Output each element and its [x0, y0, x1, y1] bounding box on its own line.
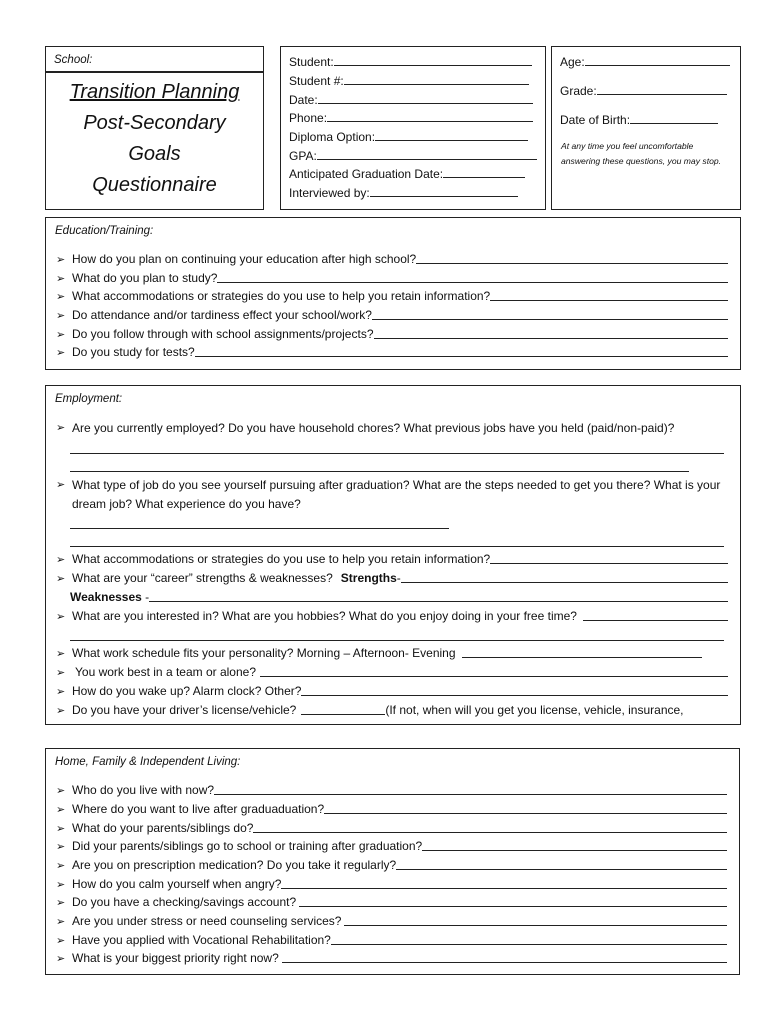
employment-question-1 — [56, 419, 724, 438]
student-number-label: Student #: — [289, 74, 344, 88]
student-number-field[interactable] — [289, 73, 529, 88]
uncomfortable-note: At any time you feel uncomfortable answering these questions, you may stop. — [561, 141, 722, 166]
home-title: Home, Family & Independent Living: — [55, 756, 241, 768]
question-text: What type of job do you see yourself pursuing after graduation? What are the steps needed to get you there? What is your dream job? What experience do you have? — [72, 478, 721, 511]
employment-question-5[interactable] — [56, 609, 728, 623]
date-field[interactable] — [289, 92, 533, 107]
question-text: Do you have a checking/savings account? — [72, 895, 297, 909]
arrow-bullet-icon: ➢ — [56, 611, 66, 623]
arrow-bullet-icon: ➢ — [56, 648, 66, 660]
weaknesses-answer-line[interactable] — [149, 590, 728, 602]
home-question-4[interactable] — [56, 839, 727, 853]
question-text: How do you calm yourself when angry? — [72, 877, 282, 891]
answer-line[interactable] — [281, 877, 727, 889]
answer-line[interactable] — [70, 471, 689, 472]
home-question-7[interactable] — [56, 895, 727, 909]
question-text: Where do you want to live after graduaduation? — [72, 802, 325, 816]
education-question-6[interactable] — [56, 345, 728, 359]
age-grade-box — [551, 46, 741, 210]
grade-label: Grade: — [560, 84, 597, 98]
employment-question-2 — [56, 476, 724, 514]
answer-line[interactable] — [583, 609, 728, 621]
answer-line[interactable] — [70, 546, 724, 547]
arrow-bullet-icon: ➢ — [56, 804, 66, 816]
answer-line[interactable] — [344, 914, 727, 926]
answer-line[interactable] — [331, 933, 727, 945]
answer-line[interactable] — [372, 308, 728, 320]
home-question-10[interactable] — [56, 951, 727, 965]
question-text: What are your “career” strengths & weaknesses? — [72, 571, 333, 585]
question-text: Who do you live with now? — [72, 783, 215, 797]
home-section — [45, 748, 740, 975]
weaknesses-label: Weaknesses — [70, 590, 142, 604]
dob-field[interactable] — [560, 112, 718, 127]
arrow-bullet-icon: ➢ — [56, 879, 66, 891]
home-question-9[interactable] — [56, 933, 727, 947]
education-section — [45, 217, 741, 370]
arrow-bullet-icon: ➢ — [56, 686, 66, 698]
question-text: Do you follow through with school assignments/projects? — [72, 327, 374, 341]
dob-label: Date of Birth: — [560, 113, 631, 127]
page-title — [46, 77, 263, 201]
employment-title: Employment: — [55, 393, 123, 405]
title-line-4: Questionnaire — [92, 174, 217, 196]
answer-line[interactable] — [214, 783, 727, 795]
arrow-bullet-icon: ➢ — [56, 935, 66, 947]
gpa-field[interactable] — [289, 148, 537, 163]
arrow-bullet-icon: ➢ — [56, 916, 66, 928]
question-text: What do you plan to study? — [72, 271, 218, 285]
question-text-continued: (If not, when will you get you license, vehicle, insurance, — [385, 703, 684, 717]
home-question-6[interactable] — [56, 877, 727, 891]
interviewed-by-label: Interviewed by: — [289, 186, 370, 200]
question-text: What accommodations or strategies do you use to help you retain information? — [72, 552, 491, 566]
title-box — [45, 46, 264, 210]
home-question-8[interactable] — [56, 914, 727, 928]
graduation-date-field[interactable] — [289, 166, 525, 181]
education-question-1[interactable] — [56, 252, 728, 266]
school-label: School: — [46, 47, 263, 73]
answer-line[interactable] — [195, 345, 728, 357]
answer-line[interactable] — [70, 453, 724, 454]
arrow-bullet-icon: ➢ — [56, 667, 66, 679]
diploma-option-label: Diploma Option: — [289, 130, 376, 144]
employment-section — [45, 385, 741, 725]
question-text: Are you on prescription medication? Do you take it regularly? — [72, 858, 397, 872]
arrow-bullet-icon: ➢ — [56, 953, 66, 965]
employment-question-9[interactable] — [56, 703, 728, 717]
question-text: How do you wake up? Alarm clock? Other? — [72, 684, 302, 698]
arrow-bullet-icon: ➢ — [56, 554, 66, 566]
arrow-bullet-icon: ➢ — [56, 347, 66, 359]
education-question-4[interactable] — [56, 308, 728, 322]
answer-line[interactable] — [462, 646, 702, 658]
title-line-3: Goals — [128, 143, 181, 165]
arrow-bullet-icon: ➢ — [56, 479, 66, 491]
employment-question-4[interactable]: ➢ What are your “career” strengths & weaknesses? Strengths- — [56, 571, 728, 585]
answer-line[interactable] — [490, 289, 728, 301]
answer-line[interactable] — [282, 951, 727, 963]
answer-line[interactable] — [490, 552, 728, 564]
question-text: How do you plan on continuing your education after high school? — [72, 252, 417, 266]
education-question-3[interactable] — [56, 289, 728, 303]
graduation-date-label: Anticipated Graduation Date: — [289, 167, 444, 181]
education-question-2[interactable] — [56, 271, 728, 285]
answer-line[interactable] — [260, 665, 728, 677]
home-question-5[interactable] — [56, 858, 727, 872]
employment-question-6[interactable] — [56, 646, 702, 660]
answer-line[interactable] — [301, 684, 728, 696]
interviewed-by-field[interactable] — [289, 185, 518, 200]
answer-line[interactable] — [301, 703, 385, 715]
question-text: Are you under stress or need counseling services? — [72, 914, 342, 928]
arrow-bullet-icon: ➢ — [56, 785, 66, 797]
home-question-2[interactable] — [56, 802, 727, 816]
gpa-label: GPA: — [289, 149, 317, 163]
strengths-answer-line[interactable] — [401, 571, 728, 583]
arrow-bullet-icon: ➢ — [56, 705, 66, 717]
employment-question-3[interactable] — [56, 552, 728, 566]
answer-line[interactable] — [416, 252, 728, 264]
answer-line[interactable] — [70, 640, 724, 641]
student-info-box — [280, 46, 546, 210]
education-question-5[interactable] — [56, 327, 728, 341]
question-text: Do you have your driver’s license/vehicle? — [72, 703, 297, 717]
answer-line[interactable] — [70, 528, 449, 529]
student-field[interactable] — [289, 54, 532, 69]
question-text: What is your biggest priority right now? — [72, 951, 279, 965]
answer-line[interactable] — [422, 839, 727, 851]
education-title: Education/Training: — [55, 225, 154, 237]
answer-line[interactable] — [253, 821, 727, 833]
employment-question-7[interactable] — [56, 665, 728, 679]
question-text: Did your parents/siblings go to school or training after graduation? — [72, 839, 423, 853]
answer-line[interactable] — [374, 327, 729, 339]
arrow-bullet-icon: ➢ — [56, 329, 66, 341]
home-question-3[interactable] — [56, 821, 727, 835]
age-label: Age: — [560, 55, 585, 69]
student-label: Student: — [289, 55, 334, 69]
question-text: What work schedule fits your personality? Morning – Afternoon- Evening — [72, 646, 456, 660]
question-text: What accommodations or strategies do you use to help you retain information? — [72, 289, 491, 303]
phone-field[interactable] — [289, 110, 533, 125]
home-question-1[interactable] — [56, 783, 727, 797]
title-line-2: Post-Secondary — [83, 112, 226, 134]
arrow-bullet-icon: ➢ — [56, 422, 66, 434]
question-text: What are you interested in? What are you hobbies? What do you enjoy doing in your free time? — [72, 609, 577, 623]
arrow-bullet-icon: ➢ — [56, 273, 66, 285]
answer-line[interactable] — [299, 895, 727, 907]
question-text: Have you applied with Vocational Rehabilitation? — [72, 933, 331, 947]
date-label: Date: — [289, 93, 318, 107]
arrow-bullet-icon: ➢ — [56, 573, 66, 585]
answer-line[interactable] — [217, 271, 728, 283]
question-text: Are you currently employed? Do you have household chores? What previous jobs have you held (paid/non-paid)? — [72, 421, 675, 435]
diploma-option-field[interactable] — [289, 129, 528, 144]
arrow-bullet-icon: ➢ — [56, 860, 66, 872]
title-line-1: Transition Planning — [69, 81, 240, 103]
arrow-bullet-icon: ➢ — [56, 823, 66, 835]
employment-question-8[interactable] — [56, 684, 728, 698]
age-field[interactable] — [560, 54, 730, 69]
arrow-bullet-icon: ➢ — [56, 897, 66, 909]
arrow-bullet-icon: ➢ — [56, 254, 66, 266]
question-text: What do your parents/siblings do? — [72, 821, 254, 835]
question-text: You work best in a team or alone? — [75, 665, 257, 679]
strengths-label: Strengths — [340, 571, 397, 585]
arrow-bullet-icon: ➢ — [56, 291, 66, 303]
answer-line[interactable] — [324, 802, 727, 814]
question-text: Do attendance and/or tardiness effect your school/work? — [72, 308, 372, 322]
arrow-bullet-icon: ➢ — [56, 310, 66, 322]
grade-field[interactable] — [560, 83, 727, 98]
phone-label: Phone: — [289, 111, 328, 125]
arrow-bullet-icon: ➢ — [56, 841, 66, 853]
weaknesses-row[interactable]: Weaknesses - — [70, 590, 728, 604]
question-text: Do you study for tests? — [72, 345, 195, 359]
answer-line[interactable] — [396, 858, 727, 870]
